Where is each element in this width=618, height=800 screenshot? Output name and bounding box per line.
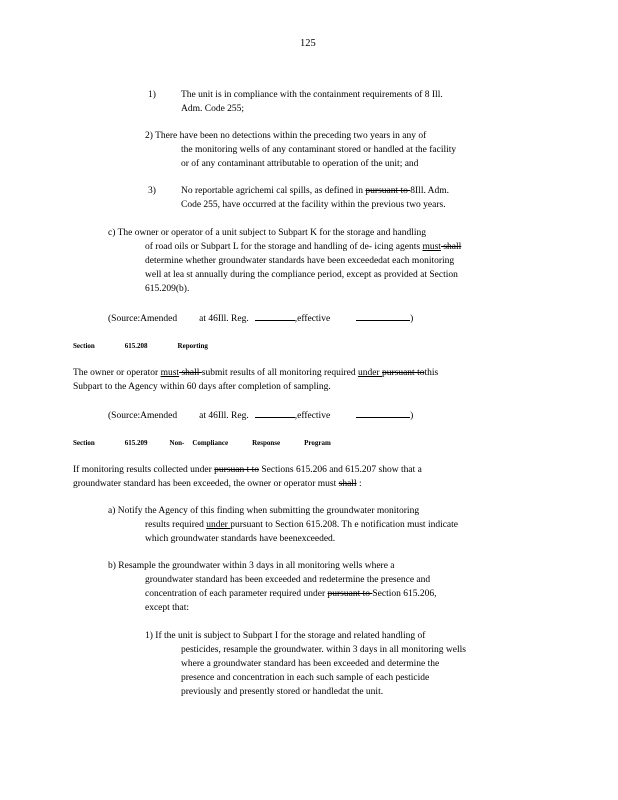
item-b-line-1: b) Resample the groundwater within 3 days in all monitoring wells where a — [108, 561, 395, 571]
item-b-line-4: except that: — [145, 603, 190, 613]
item-3-number: 3) — [148, 186, 156, 196]
item-a-line-1: a) Notify the Agency of this finding when submitting the groundwater monitoring — [108, 506, 420, 516]
item-a-line-2: results required under pursuant to Section 615.208. Th e notification must indicate — [145, 520, 459, 530]
struck-text: pursuan t to — [214, 465, 260, 475]
noncompliance-line-2: groundwater standard has been exceeded, the owner or operator must shall : — [73, 479, 362, 489]
inserted-text: under — [206, 520, 231, 530]
item-3-line-1: No reportable agrichemi cal spills, as defined in pursuant to 8Ill. Adm. — [181, 186, 450, 196]
section-heading-615-208: Section 615.208 Reporting — [73, 342, 208, 350]
item-a-line-3: which groundwater standards have beenexceeded. — [145, 534, 336, 544]
item-b1-line-1: 1) If the unit is subject to Subpart I for the storage and related handling of — [145, 631, 426, 641]
reporting-line-1: The owner or operator must shall submit results of all monitoring required under pursuant tothis — [73, 368, 439, 378]
section-heading-615-209: Section 615.209 Non- Compliance Response Program — [73, 439, 331, 447]
item-c-line-5: 615.209(b). — [145, 284, 190, 294]
item-2-line-1: 2) There have been no detections within the preceding two years in any of — [145, 131, 427, 141]
struck-text: shall — [338, 479, 357, 489]
item-b-line-3: concentration of each parameter required under pursuant to Section 615.206, — [145, 589, 437, 599]
item-b1-line-5: previously and presently stored or handledat the unit. — [181, 687, 384, 697]
item-1-line-2: Adm. Code 255; — [181, 104, 245, 114]
source-note-2: (Source:Amended at 46Ill. Reg. ,effective ) — [108, 407, 413, 423]
item-1-line-1: The unit is in compliance with the containment requirements of 8 Ill. — [181, 90, 443, 100]
inserted-text: must — [422, 242, 441, 252]
struck-text: pursuant to — [381, 368, 425, 378]
item-c-line-1: c) The owner or operator of a unit subject to Subpart K for the storage and handling — [108, 228, 426, 238]
struck-text: pursuant to — [365, 186, 411, 196]
noncompliance-line-1: If monitoring results collected under pursuan t to Sections 615.206 and 615.207 show that a — [73, 465, 422, 475]
page-number: 125 — [300, 38, 316, 49]
item-b1-line-3: where a groundwater standard has been exceeded and determine the — [181, 659, 440, 669]
item-c-line-2: of road oils or Subpart L for the storage and handling of de- icing agents must shall — [145, 242, 462, 252]
item-3-line-2: Code 255, have occurred at the facility within the previous two years. — [181, 200, 446, 210]
item-c-line-3: determine whether groundwater standards have been exceededat each monitoring — [145, 256, 455, 266]
struck-text: shall — [179, 368, 202, 378]
struck-text: shall — [440, 242, 462, 252]
item-1-number: 1) — [148, 90, 156, 100]
item-b-line-2: groundwater standard has been exceeded and redetermine the presence and — [145, 575, 431, 585]
item-b1-line-2: pesticides, resample the groundwater. within 3 days in all monitoring wells — [181, 645, 466, 655]
source-note-1: (Source:Amended at 46Ill. Reg. ,effective ) — [108, 310, 413, 326]
item-c-line-4: well at lea st annually during the compliance period, except as provided at Section — [145, 270, 458, 280]
struck-text: pursuant to — [327, 589, 373, 599]
item-2-line-3: or of any contaminant attributable to operation of the unit; and — [181, 159, 419, 169]
item-2-line-2: the monitoring wells of any contaminant stored or handled at the facility — [181, 145, 457, 155]
reporting-line-2: Subpart to the Agency within 60 days after completion of sampling. — [73, 382, 331, 392]
item-b1-line-4: presence and concentration in each such sample of each pesticide — [181, 673, 430, 683]
inserted-text: must — [160, 368, 180, 378]
inserted-text: under — [357, 368, 382, 378]
